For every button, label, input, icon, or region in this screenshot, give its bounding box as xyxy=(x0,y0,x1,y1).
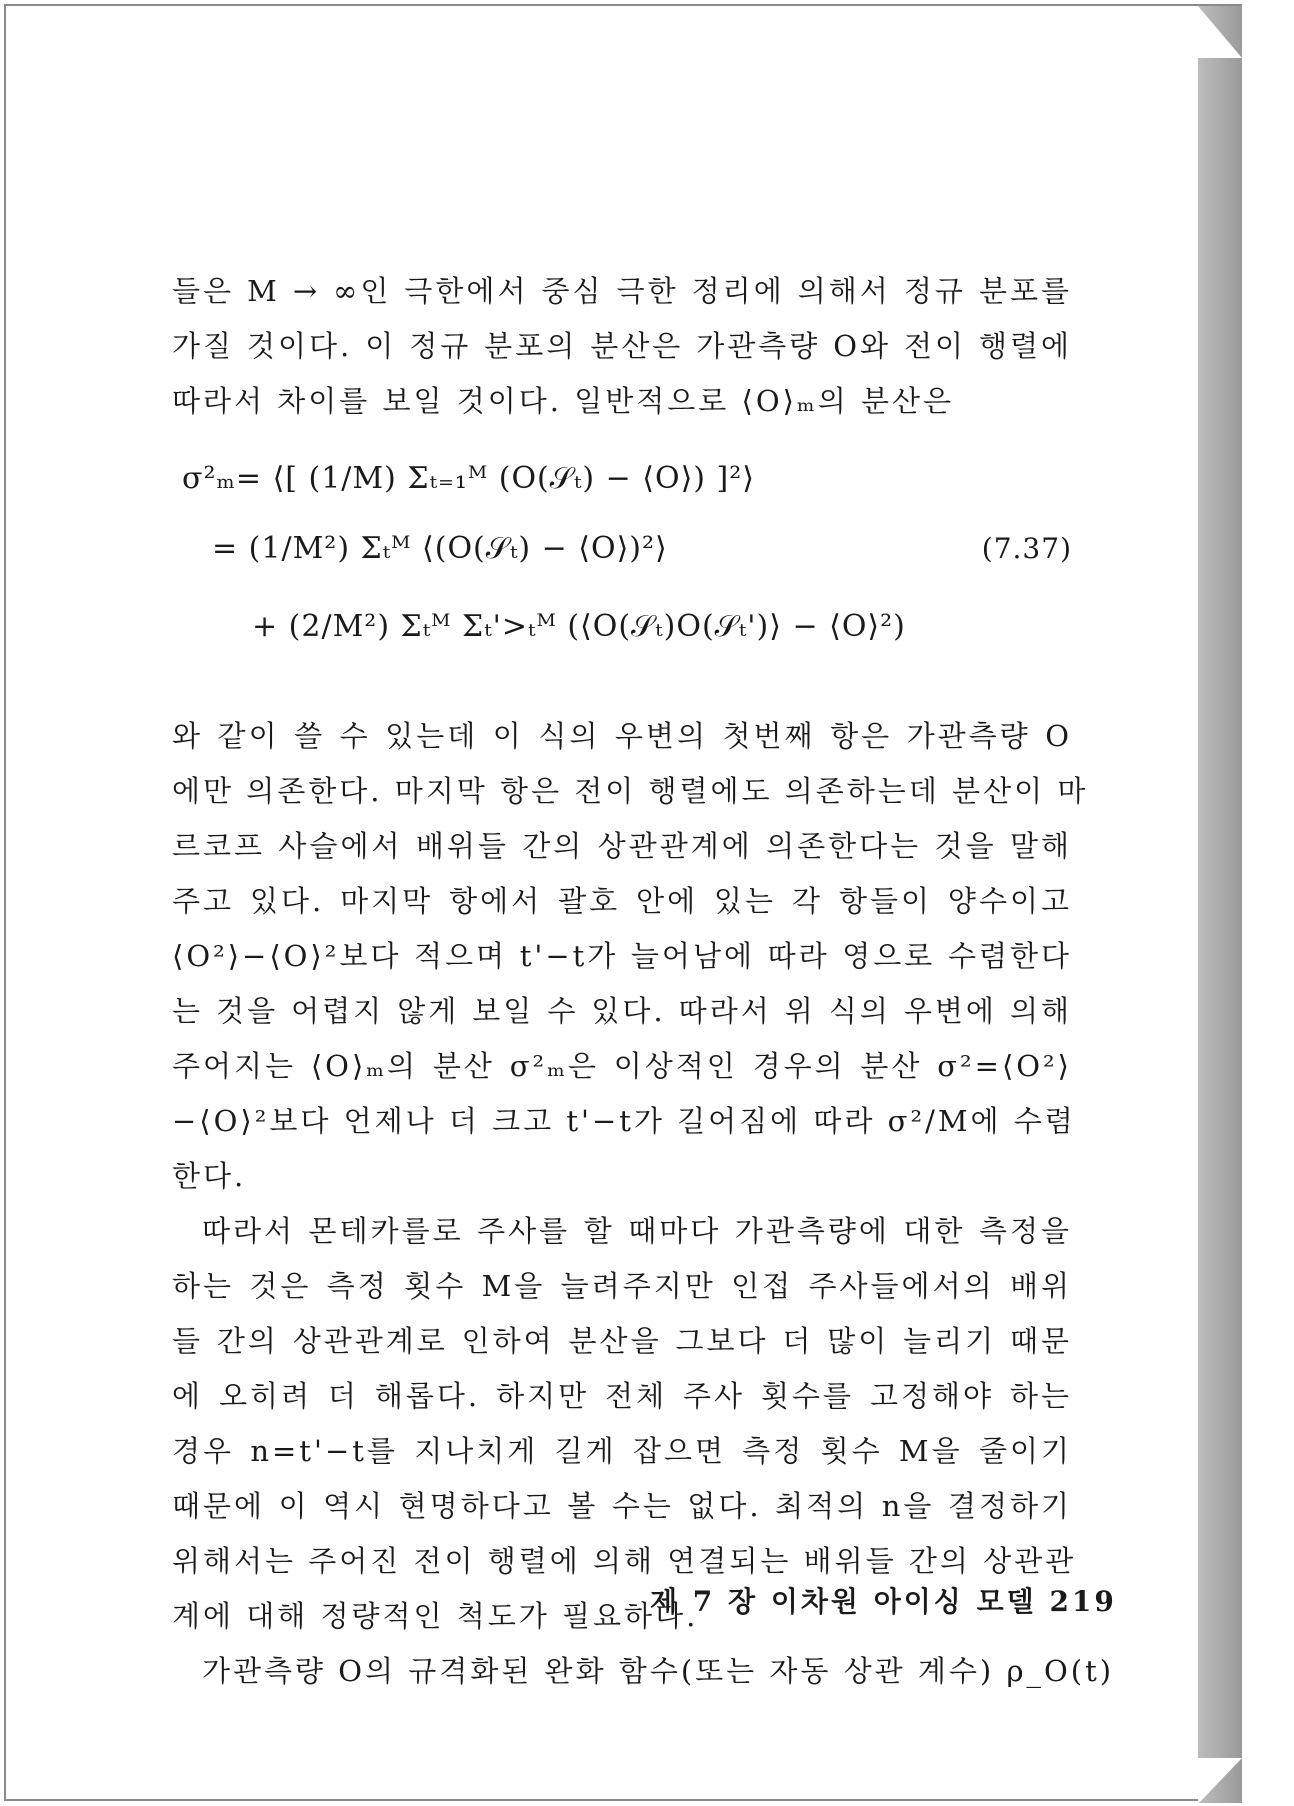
equation-number: (7.37) xyxy=(981,532,1072,565)
page-body xyxy=(172,264,1115,1699)
text-line: 와 같이 쓸 수 있는데 이 식의 우변의 첫번째 항은 가관측량 O xyxy=(172,719,1072,753)
text-line: 위해서는 주어진 전이 행렬에 의해 연결되는 배위들 간의 상관관 xyxy=(172,1544,1077,1578)
text-line: ⟨O²⟩−⟨O⟩²보다 적으며 t'−t가 늘어남에 따라 영으로 수렴한다 xyxy=(172,939,1072,973)
text-line: 가관측량 O의 규격화된 완화 함수(또는 자동 상관 계수) ρ_O(t) xyxy=(202,1654,1115,1688)
text-line: 경우 n=t'−t를 지나치게 길게 잡으면 측정 횟수 M을 줄이기 xyxy=(172,1434,1072,1468)
text-line: 르코프 사슬에서 배위들 간의 상관관계에 의존한다는 것을 말해 xyxy=(172,829,1072,863)
page-footer: 제 7 장 이차원 아이싱 모델 219 xyxy=(650,1585,1117,1618)
text-line: 는 것을 어렵지 않게 보일 수 있다. 따라서 위 식의 우변에 의해 xyxy=(172,994,1072,1028)
text-line: 가질 것이다. 이 정규 분포의 분산은 가관측량 O와 전이 행렬에 xyxy=(172,329,1072,363)
text-line: 하는 것은 측정 횟수 M을 늘려주지만 인접 주사들에서의 배위 xyxy=(172,1269,1072,1303)
text-line: 따라서 차이를 보일 것이다. 일반적으로 ⟨O⟩ₘ의 분산은 xyxy=(172,384,954,418)
page-edge-shadow xyxy=(1198,6,1242,1803)
text-line: −⟨O⟩²보다 언제나 더 크고 t'−t가 길어짐에 따라 σ²/M에 수렴 xyxy=(172,1104,1076,1138)
equation-line-3: + (2/M²) Σₜᴹ Σₜ'>ₜᴹ (⟨O(𝒮ₜ)O(𝒮ₜ')⟩ − ⟨O⟩²) xyxy=(252,609,906,644)
equation-line-2: = (1/M²) Σₜᴹ ⟨(O(𝒮ₜ) − ⟨O⟩)²⟩ xyxy=(212,531,668,566)
text-line: 계에 대해 정량적인 척도가 필요하다. xyxy=(172,1599,699,1633)
text-line: 에 오히려 더 해롭다. 하지만 전체 주사 횟수를 고정해야 하는 xyxy=(172,1379,1072,1413)
text-line: 에만 의존한다. 마지막 항은 전이 행렬에도 의존하는데 분산이 마 xyxy=(172,774,1089,808)
text-line: 들 간의 상관관계로 인하여 분산을 그보다 더 많이 늘리기 때문 xyxy=(172,1324,1072,1358)
text-line: 때문에 이 역시 현명하다고 볼 수는 없다. 최적의 n을 결정하기 xyxy=(172,1489,1072,1523)
equation-line-1: σ²ₘ= ⟨[ (1/M) Σₜ₌₁ᴹ (O(𝒮ₜ) − ⟨O⟩) ]²⟩ xyxy=(182,461,755,496)
text-line: 주고 있다. 마지막 항에서 괄호 안에 있는 각 항들이 양수이고 xyxy=(172,884,1072,918)
text-line: 따라서 몬테카를로 주사를 할 때마다 가관측량에 대한 측정을 xyxy=(202,1214,1072,1248)
equation-7-37 xyxy=(172,429,1072,699)
text-line: 주어지는 ⟨O⟩ₘ의 분산 σ²ₘ은 이상적인 경우의 분산 σ²=⟨O²⟩ xyxy=(172,1049,1072,1083)
text-line: 한다. xyxy=(172,1159,247,1193)
text-line: 들은 M → ∞인 극한에서 중심 극한 정리에 의해서 정규 분포를 xyxy=(172,274,1072,308)
